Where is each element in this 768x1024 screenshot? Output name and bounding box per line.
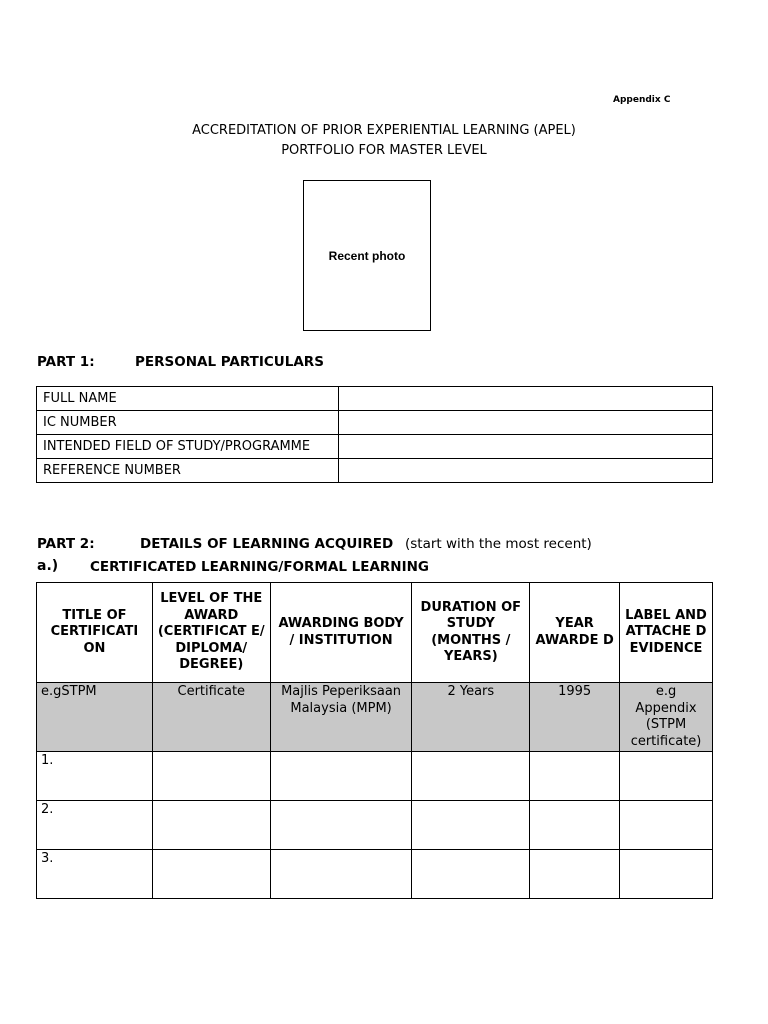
column-header: LABEL AND ATTACHE D EVIDENCE [620, 583, 713, 683]
reference-number-field[interactable] [339, 459, 713, 483]
document-title: ACCREDITATION OF PRIOR EXPERIENTIAL LEARNING (APEL) [192, 123, 576, 138]
personal-particulars-table [36, 386, 713, 483]
table-row [37, 387, 713, 411]
ic-number-label: IC NUMBER [37, 411, 339, 435]
table-cell: 2 Years [412, 683, 530, 752]
table-cell[interactable] [152, 850, 270, 899]
table-row [37, 801, 713, 850]
table-cell[interactable] [412, 801, 530, 850]
table-cell[interactable] [412, 752, 530, 801]
part1-number: PART 1: [37, 354, 95, 370]
part2-number: PART 2: [37, 536, 95, 552]
table-cell[interactable] [530, 752, 620, 801]
section-a-label: a.) [37, 558, 59, 574]
table-row [37, 411, 713, 435]
certificated-learning-table [36, 582, 713, 899]
column-header: TITLE OF CERTIFICATI ON [37, 583, 153, 683]
table-cell[interactable] [270, 801, 412, 850]
row-number: 3. [37, 850, 153, 899]
row-number: 1. [37, 752, 153, 801]
table-cell[interactable] [530, 850, 620, 899]
table-cell[interactable] [620, 752, 713, 801]
table-row [37, 459, 713, 483]
row-number: 2. [37, 801, 153, 850]
full-name-field[interactable] [339, 387, 713, 411]
part2-note: (start with the most recent) [405, 536, 592, 552]
ic-number-field[interactable] [339, 411, 713, 435]
part2-title: DETAILS OF LEARNING ACQUIRED [140, 536, 394, 552]
table-cell[interactable] [620, 850, 713, 899]
table-cell: Majlis Peperiksaan Malaysia (MPM) [270, 683, 412, 752]
table-header-row [37, 583, 713, 683]
table-row [37, 752, 713, 801]
column-header: YEAR AWARDE D [530, 583, 620, 683]
photo-label: Recent photo [328, 248, 406, 263]
recent-photo-box[interactable] [303, 180, 431, 331]
intended-field-label: INTENDED FIELD OF STUDY/PROGRAMME [37, 435, 339, 459]
table-cell[interactable] [620, 801, 713, 850]
section-a-title: CERTIFICATED LEARNING/FORMAL LEARNING [90, 559, 429, 575]
document-subtitle: PORTFOLIO FOR MASTER LEVEL [281, 143, 487, 158]
column-header: LEVEL OF THE AWARD (CERTIFICAT E/ DIPLOMA/ DEGREE) [152, 583, 270, 683]
example-row [37, 683, 713, 752]
table-cell[interactable] [152, 801, 270, 850]
intended-field-field[interactable] [339, 435, 713, 459]
table-cell[interactable] [270, 850, 412, 899]
table-cell[interactable] [270, 752, 412, 801]
table-cell: Certificate [152, 683, 270, 752]
table-row [37, 850, 713, 899]
table-cell[interactable] [412, 850, 530, 899]
table-cell: e.gSTPM [37, 683, 153, 752]
table-cell[interactable] [152, 752, 270, 801]
column-header: AWARDING BODY / INSTITUTION [270, 583, 412, 683]
reference-number-label: REFERENCE NUMBER [37, 459, 339, 483]
table-cell[interactable] [530, 801, 620, 850]
part1-title: PERSONAL PARTICULARS [135, 354, 324, 370]
appendix-label: Appendix C [613, 95, 671, 105]
table-cell: e.g Appendix (STPM certificate) [620, 683, 713, 752]
column-header: DURATION OF STUDY (MONTHS / YEARS) [412, 583, 530, 683]
full-name-label: FULL NAME [37, 387, 339, 411]
table-cell: 1995 [530, 683, 620, 752]
table-row [37, 435, 713, 459]
